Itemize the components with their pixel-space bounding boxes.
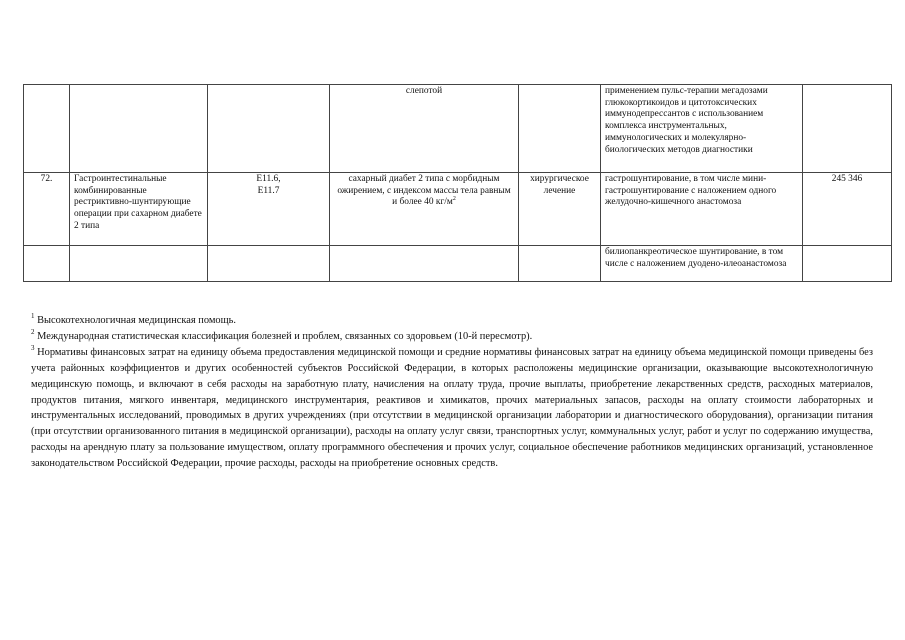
cell-treatment — [519, 85, 601, 173]
vmp-table — [23, 84, 892, 282]
cell-cost — [803, 85, 892, 173]
footnote-mark: 3 — [31, 343, 35, 352]
superscript: 2 — [452, 196, 456, 203]
treatment-type: хирургическое лечение — [530, 174, 589, 196]
cell-name — [70, 85, 208, 173]
cost-value: 245 346 — [831, 174, 863, 184]
table-row — [24, 246, 892, 282]
cell-condition — [330, 85, 519, 173]
cell-method — [601, 246, 803, 282]
footnote-text: Международная статистическая классификация болезней и проблем, связанных со здоровьем (10-й пересмотр). — [37, 330, 533, 342]
cell-condition — [330, 246, 519, 282]
footnote-mark: 2 — [31, 327, 35, 336]
cell-cost — [803, 173, 892, 246]
icd-code: E11.7 — [257, 185, 280, 196]
method-text: применением пульс-терапии мегадозами глюкокортикоидов и цитотоксических иммунодепрессантов с использованием комплекса инструментальных, иммунологических и молекулярно-биологических методов диагностики — [605, 86, 768, 155]
cell-treatment — [519, 173, 601, 246]
condition-text: сахарный диабет 2 типа с морбидным ожирением, с индексом массы тела равным и более 40 кг/м — [337, 174, 511, 208]
row-number: 72. — [40, 174, 53, 184]
cell-codes — [208, 246, 330, 282]
cell-condition — [330, 173, 519, 246]
cell-number — [24, 85, 70, 173]
footnote-text: Высокотехнологичная медицинская помощь. — [37, 315, 236, 326]
cell-name — [70, 173, 208, 246]
footnote-text: Нормативы финансовых затрат на единицу объема предоставления медицинской помощи и средние нормативы финансовых затрат на единицу объема медицинской помощи приведены без учета районных коэффициентов и других особенностей субъектов Российской Федерации, в которых расположены медицинские организации, оказывающие высокотехнологичную медицинскую помощь, и включают в себя расходы на заработную плату, начисления на оплату труда, прочие выплаты, приобретение лекарственных средств, расходных материалов, продуктов питания, мягкого инвентаря, медицинского инструментария, реактивов и химикатов, прочих материальных запасов, расходы на оплату стоимости лабораторных и инструментальных исследований, проводимых в других учреждениях (при отсутствии в медицинской организации лаборатории и диагностического оборудования), организации питания (при отсутствии организованного питания в медицинской организации), расходы на оплату услуг связи, транспортных услуг, коммунальных услуг, работ и услуг по содержанию имущества, расходы на арендную плату за пользование имуществом, оплату программного обеспечения и прочих услуг, социальное обеспечение работников медицинских организаций, установленное законодательством Российской Федерации, прочие расходы, расходы на приобретение основных средств. — [31, 346, 873, 470]
footnote — [31, 345, 873, 472]
table-row — [24, 173, 892, 246]
cell-number — [24, 246, 70, 282]
operation-name: Гастроинтестинальные комбинированные рестриктивно-шунтирующие операции при сахарном диабете 2 типа — [74, 174, 202, 231]
cell-method — [601, 85, 803, 173]
cell-name — [70, 246, 208, 282]
cell-cost — [803, 246, 892, 282]
footnote — [31, 313, 873, 329]
cell-treatment — [519, 246, 601, 282]
cell-method — [601, 173, 803, 246]
method-text: гастрошунтирование, в том числе мини-гастрошунтирование с наложением одного желудочно-кишечного анастомоза — [605, 174, 777, 208]
footnote — [31, 329, 873, 345]
icd-code: E11.6, — [256, 174, 281, 184]
cell-number — [24, 173, 70, 246]
footnotes — [31, 313, 873, 472]
cell-codes — [208, 173, 330, 246]
footnote-mark: 1 — [31, 312, 35, 320]
table-row — [24, 85, 892, 173]
method-text: билиопанкреотическое шунтирование, в том числе с наложением дуодено-илеоанастомоза — [605, 247, 787, 269]
cell-codes — [208, 85, 330, 173]
condition-text: слепотой — [405, 86, 443, 96]
